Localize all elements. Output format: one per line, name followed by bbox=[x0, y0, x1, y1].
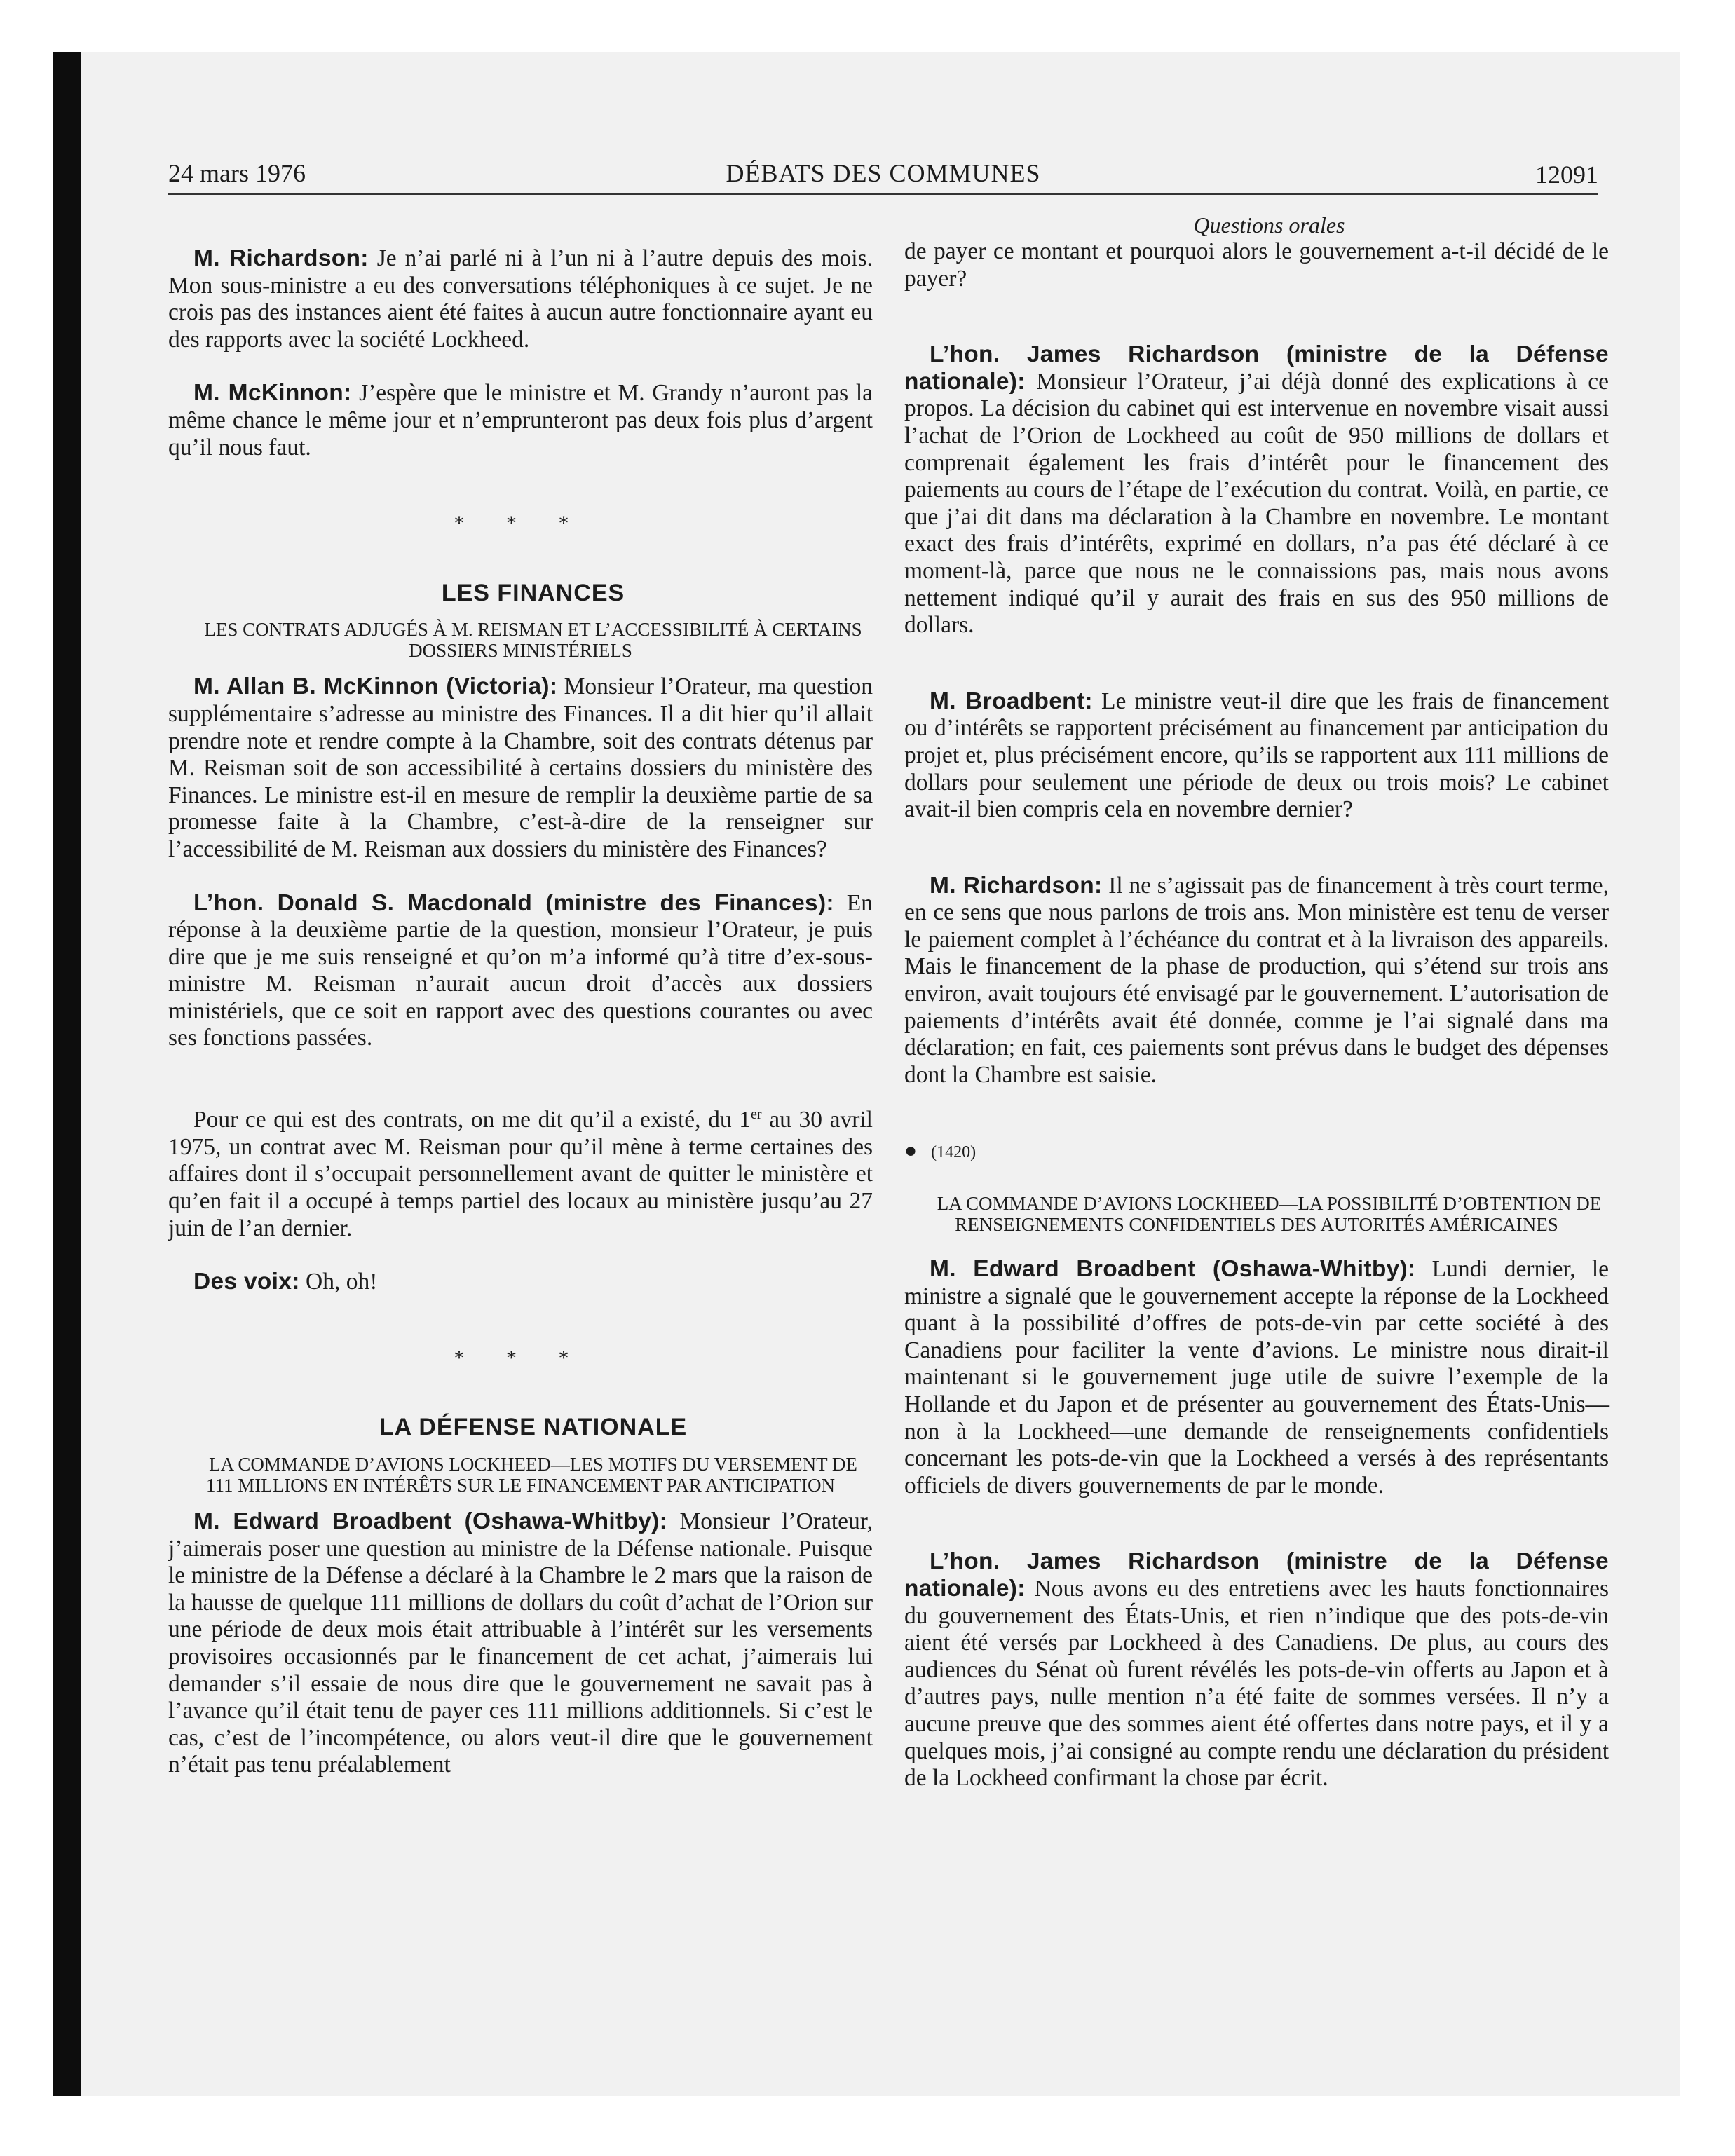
paragraph bbox=[168, 1269, 873, 1296]
paragraph bbox=[904, 238, 1609, 292]
paragraph bbox=[904, 1548, 1609, 1792]
paragraph bbox=[904, 1256, 1609, 1499]
speech-text: au 30 avril 1975, un contrat avec M. Reisman pour qu’il mène à terme certaines des affaires dont il s’occupait personnellement avant de quitter le ministère et qu’en fait il a occupé à temps partiel des locaux au ministère jusqu’au 27 juin de l’an dernier. bbox=[168, 1107, 873, 1241]
section-separator: * * * bbox=[454, 512, 587, 535]
section-title: LES FINANCES bbox=[441, 579, 625, 606]
speaker-name: Des voix: bbox=[193, 1269, 300, 1295]
speech-text: Je n’ai parlé ni à l’un ni à l’autre depuis des mois. Mon sous-ministre a eu des conversations téléphoniques à ce sujet. Je ne crois pas des instances aient été faites à aucun autre fonctionnaire ayant eu des rapports avec la société Lockheed. bbox=[168, 245, 873, 353]
paragraph bbox=[168, 1508, 873, 1779]
time-stamp: (1420) bbox=[931, 1143, 977, 1162]
running-head: Questions orales bbox=[1193, 212, 1345, 238]
ordinal-superscript: er bbox=[751, 1107, 762, 1123]
speaker-name: L’hon. Donald S. Macdonald (ministre des Finances): bbox=[193, 889, 834, 916]
speech-text: Monsieur l’Orateur, j’ai déjà donné des explications à ce propos. La décision du cabinet qui est intervenue en novembre visait aussi l’achat de l’Orion de Lockheed au coût de 950 millions de dollars et comprenait également les frais d’intérêt pour le financement des paiements au cours de l’étape de l’exécution du contrat. Voilà, en partie, ce que j’ai dit dans ma déclaration à la Chambre en novembre. Le montant exact des frais d’intérêts, exprimé en dollars, n’a pas été déclaré à ce moment-là, parce que nous ne le connaissions pas, mais nous avons nettement indiqué qu’il y aurait des frais en sus des 950 millions de dollars. bbox=[904, 368, 1609, 639]
page-header bbox=[168, 158, 1598, 195]
speech-text: Le ministre veut-il dire que les frais de financement ou d’intérêts se rapportent précisément au financement par anticipation du projet et, plus précisément encore, qu’ils se rapportent aux 111 millions de dollars pour seulement une période de deux ou trois mois? Le cabinet avait-il bien compris cela en novembre dernier? bbox=[904, 688, 1609, 823]
section-subtitle: LES CONTRATS ADJUGÉS À M. REISMAN ET L’ACCESSIBILITÉ À CERTAINS DOSSIERS MINISTÉRIELS bbox=[204, 619, 862, 662]
speaker-name: M. Allan B. McKinnon (Victoria): bbox=[193, 674, 558, 700]
paragraph bbox=[168, 380, 873, 461]
speaker-name: M. Edward Broadbent (Oshawa-Whitby): bbox=[193, 1508, 668, 1534]
header-date: 24 mars 1976 bbox=[168, 159, 306, 187]
section-subtitle: LA COMMANDE D’AVIONS LOCKHEED—LA POSSIBILITÉ D’OBTENTION DE RENSEIGNEMENTS CONFIDENTIELS DES AUTORITÉS AMÉRICAINES bbox=[937, 1193, 1602, 1236]
time-marker bbox=[904, 1138, 1609, 1166]
speaker-name: M. Richardson: bbox=[930, 872, 1103, 899]
paragraph bbox=[904, 873, 1609, 1089]
section-separator: * * * bbox=[454, 1346, 587, 1370]
paragraph bbox=[168, 1101, 873, 1242]
left-column bbox=[168, 203, 873, 1779]
paragraph bbox=[168, 890, 873, 1053]
section-title: LA DÉFENSE NATIONALE bbox=[379, 1414, 688, 1441]
speaker-name: M. Edward Broadbent (Oshawa-Whitby): bbox=[930, 1256, 1416, 1283]
speaker-name: L’hon. James Richardson (ministre de la Défense nationale): bbox=[904, 1548, 1609, 1602]
speech-text: Pour ce qui est des contrats, on me dit qu’il a existé, du 1 bbox=[193, 1107, 751, 1133]
right-column bbox=[904, 212, 1609, 1792]
paragraph bbox=[168, 674, 873, 863]
header-title: DÉBATS DES COMMUNES bbox=[726, 159, 1041, 187]
bullet-icon: ● bbox=[904, 1139, 918, 1163]
speech-text: J’espère que le ministre et M. Grandy n’auront pas la même chance le même jour et n’emprunteront pas deux fois plus d’argent qu’il nous faut. bbox=[168, 380, 873, 460]
speaker-name: M. Richardson: bbox=[193, 245, 369, 271]
speech-text: Lundi dernier, le ministre a signalé que le gouvernement accepte la réponse de la Lockheed quant à la possibilité d’offres de pots-de-vin par cette société à des Canadiens pour faciliter la vente d’avions. Le ministre nous dirait-il maintenant si le gouvernement juge utile de suivre l’exemple de la Hollande et du Japon et de présenter au gouvernement des États-Unis—non à la Lockheed—une demande de renseignements confidentiels concernant les pots-de-vin que la Lockheed a versés à des représentants officiels de divers gouvernements de par le monde. bbox=[904, 1256, 1610, 1499]
section-subtitle: LA COMMANDE D’AVIONS LOCKHEED—LES MOTIFS DU VERSEMENT DE 111 MILLIONS EN INTÉRÊTS SUR LE FINANCEMENT PAR ANTICIPATION bbox=[205, 1453, 857, 1496]
speech-text: de payer ce montant et pourquoi alors le gouvernement a-t-il décidé de le payer? bbox=[904, 238, 1609, 292]
speaker-name: M. McKinnon: bbox=[193, 380, 352, 407]
speech-text: Nous avons eu des entretiens avec les hauts fonctionnaires du gouvernement des États-Unis, et rien n’indique que des pots-de-vin aient été versés par Lockheed à des Canadiens. De plus, au cours des audiences du Sénat où furent révélés les pots-de-vin offerts au Japon et à d’autres pays, nulle mention n’a été faite de sommes versées. Il n’y a aucune preuve que des sommes aient été offertes dans notre pays, et il y a quelques mois, j’ai consigné au compte rendu une déclaration du président de la Lockheed confirmant la chose par écrit. bbox=[904, 1575, 1609, 1792]
paragraph bbox=[904, 688, 1609, 824]
paragraph bbox=[168, 245, 873, 353]
speech-text: Oh, oh! bbox=[299, 1269, 378, 1295]
speaker-name: L’hon. James Richardson (ministre de la Défense nationale): bbox=[904, 341, 1609, 395]
speech-text: Monsieur l’Orateur, j’aimerais poser une question au ministre de la Défense nationale. Puisque le ministre de la Défense a déclaré à la Chambre le 2 mars que la raison de la hausse de quelque 111 millions de dollars du coût d’achat de l’Orion sur une période de deux mois était attribuable à l’intérêt sur les versements provisoires occasionnés par le financement de cet achat, j’aimerais lui demander s’il essaie de nous dire que le gouvernement ne savait pas à l’avance qu’il était tenu de payer ces 111 millions additionnels. Si c’est le cas, c’est de l’incompétence, ou alors veut-il dire que le gouvernement n’était pas tenu préalablement bbox=[168, 1508, 873, 1778]
scan-edge-bar bbox=[53, 52, 81, 2096]
speech-text: Monsieur l’Orateur, ma question supplémentaire s’adresse au ministre des Finances. Il a dit hier qu’il allait prendre note et rendre compte à la Chambre, soit des contrats détenus par M. Reisman soit de son accessibilité à certains dossiers du ministère des Finances. Le ministre est-il en mesure de remplir la deuxième partie de sa promesse faite à la Chambre, c’est-à-dire de la renseigner sur l’accessibilité de M. Reisman aux dossiers du ministère des Finances? bbox=[168, 674, 873, 862]
speech-text: Il ne s’agissait pas de financement à très court terme, en ce sens que nous parlons de trois ans. Mon ministère est tenu de verser le paiement complet à l’échéance du contrat et à la livraison des appareils. Mais le financement de la phase de production, qui s’étend sur trois ans environ, avait toujours été envisagé par le gouvernement. L’autorisation de paiements d’intérêts avait été donnée, comme je l’ai signalé dans ma déclaration; en fait, ces paiements sont prévus dans le budget des dépenses dont la Chambre est saisie. bbox=[904, 872, 1609, 1088]
speech-text: En réponse à la deuxième partie de la question, monsieur l’Orateur, je puis dire que je me suis renseigné et qu’on m’a informé qu’à titre d’ex-sous-ministre M. Reisman n’aurait aucun droit d’accès aux dossiers ministériels, que ce soit en rapport avec des questions courantes ou avec ses fonctions passées. bbox=[168, 889, 873, 1051]
speaker-name: M. Broadbent: bbox=[930, 688, 1093, 714]
paragraph bbox=[904, 341, 1609, 639]
header-page-number: 12091 bbox=[1535, 161, 1598, 189]
